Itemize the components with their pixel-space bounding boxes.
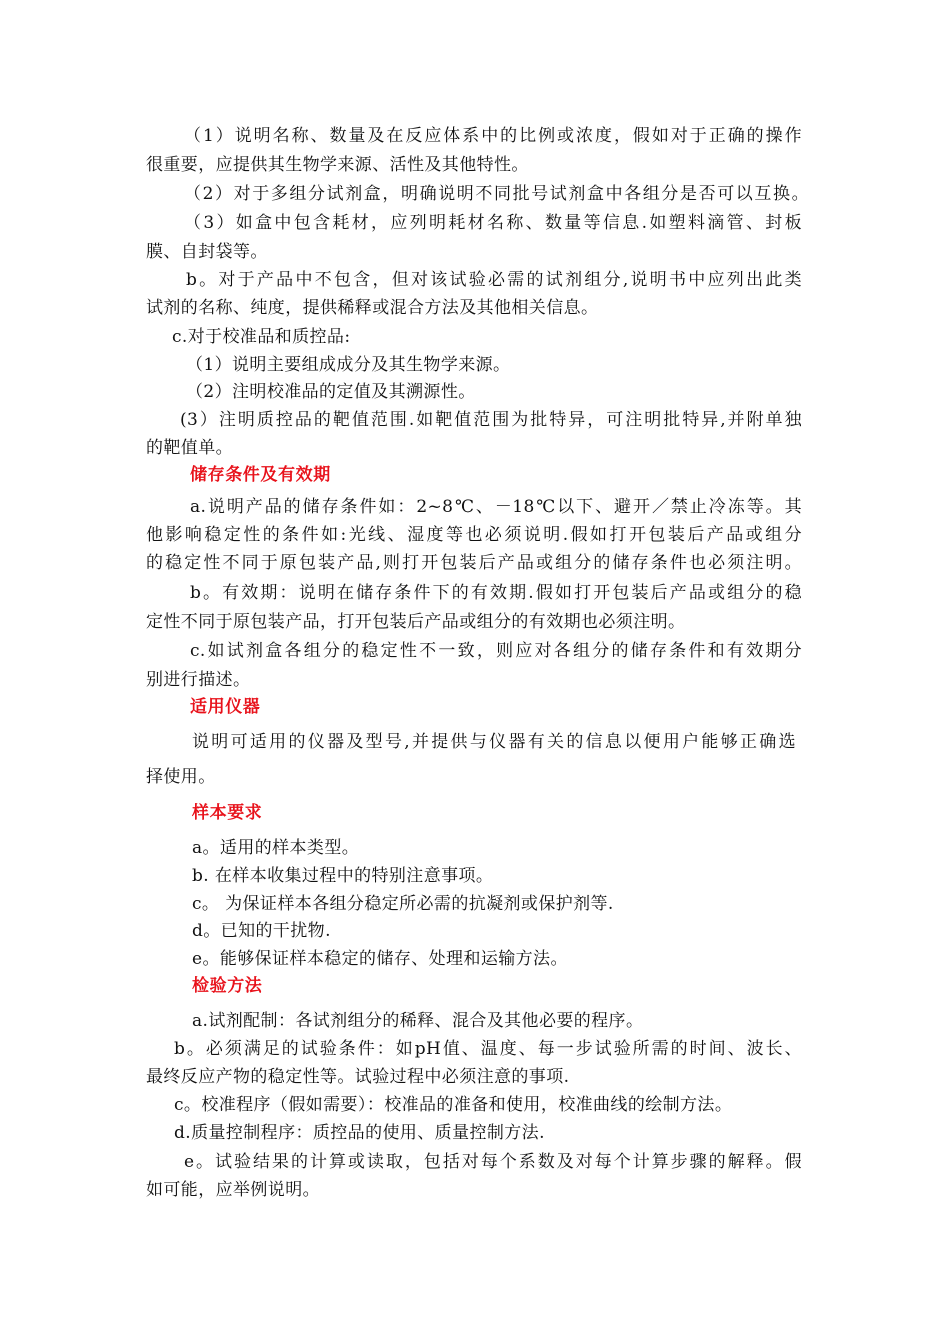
kit-item-1-line-2: 很重要，应提供其生物学来源、活性及其他特性。 [146,155,529,175]
method-item-e-line-1: e。试验结果的计算或读取，包括对每个系数及对每个计算步骤的解释。假 [184,1152,802,1172]
storage-b-line-2: 定性不同于原包装产品，打开包装后产品或组分的有效期也必须注明。 [146,612,686,632]
storage-b-line-1: b。有效期：说明在储存条件下的有效期.假如打开包装后产品或组分的稳 [190,583,802,603]
calibrator-item-3-line-2: 的靶值单。 [146,438,233,458]
instrument-line-1: 说明可适用的仪器及型号,并提供与仪器有关的信息以便用户能够正确选 [192,732,796,752]
kit-item-3-line-2: 膜、自封袋等。 [146,242,268,262]
calibrator-item-2: （2）注明校准品的定值及其溯源性。 [186,382,476,402]
sample-item-b: b. 在样本收集过程中的特别注意事项。 [192,866,494,886]
extra-reagents-line-1: b。对于产品中不包含，但对该试验必需的试剂组分,说明书中应列出此类 [186,270,802,290]
kit-item-2: （2）对于多组分试剂盒，明确说明不同批号试剂盒中各组分是否可以互换。 [184,184,809,204]
storage-a-line-1: a.说明产品的储存条件如：2~8℃、－18℃以下、避开／禁止冷冻等。其 [190,497,802,517]
sample-item-a: a。适用的样本类型。 [192,838,360,858]
storage-a-line-2: 他影响稳定性的条件如:光线、湿度等也必须说明.假如打开包装后产品或组分 [146,525,802,545]
kit-item-3-line-1: （3）如盒中包含耗材，应列明耗材名称、数量等信息.如塑料滴管、封板 [184,213,802,233]
method-item-b-line-2: 最终反应产物的稳定性等。试验过程中必须注意的事项. [146,1067,570,1087]
method-item-b-line-1: b。必须满足的试验条件：如pH值、温度、每一步试验所需的时间、波长、 [174,1039,802,1059]
calibrator-item-3-line-1: (3）注明质控品的靶值范围.如靶值范围为批特异，可注明批特异,并附单独 [180,410,802,430]
calibrator-intro: c.对于校准品和质控品: [172,327,351,347]
method-item-c: c。校准程序（假如需要）：校准品的准备和使用，校准曲线的绘制方法。 [174,1095,733,1115]
method-item-e-line-2: 如可能，应举例说明。 [146,1180,320,1200]
storage-a-line-3: 的稳定性不同于原包装产品,则打开包装后产品或组分的储存条件也必须注明。 [146,553,802,573]
extra-reagents-line-2: 试剂的名称、纯度，提供稀释或混合方法及其他相关信息。 [146,298,599,318]
kit-item-1-line-1: （1）说明名称、数量及在反应体系中的比例或浓度，假如对于正确的操作 [184,126,802,146]
sample-item-e: e。能够保证样本稳定的储存、处理和运输方法。 [192,949,568,969]
heading-method: 检验方法 [192,976,263,996]
heading-sample: 样本要求 [192,803,263,823]
storage-c-line-1: c.如试剂盒各组分的稳定性不一致，则应对各组分的储存条件和有效期分 [190,641,802,661]
heading-instrument: 适用仪器 [190,697,261,717]
sample-item-d: d。已知的干扰物. [192,921,331,941]
instrument-line-2: 择使用。 [146,767,216,787]
heading-storage: 储存条件及有效期 [190,465,331,485]
storage-c-line-2: 别进行描述。 [146,670,251,690]
method-item-d: d.质量控制程序：质控品的使用、质量控制方法. [174,1123,545,1143]
calibrator-item-1: （1）说明主要组成成分及其生物学来源。 [186,355,511,375]
method-item-a: a.试剂配制：各试剂组分的稀释、混合及其他必要的程序。 [192,1011,644,1031]
sample-item-c: c。 为保证样本各组分稳定所必需的抗凝剂或保护剂等. [192,894,614,914]
